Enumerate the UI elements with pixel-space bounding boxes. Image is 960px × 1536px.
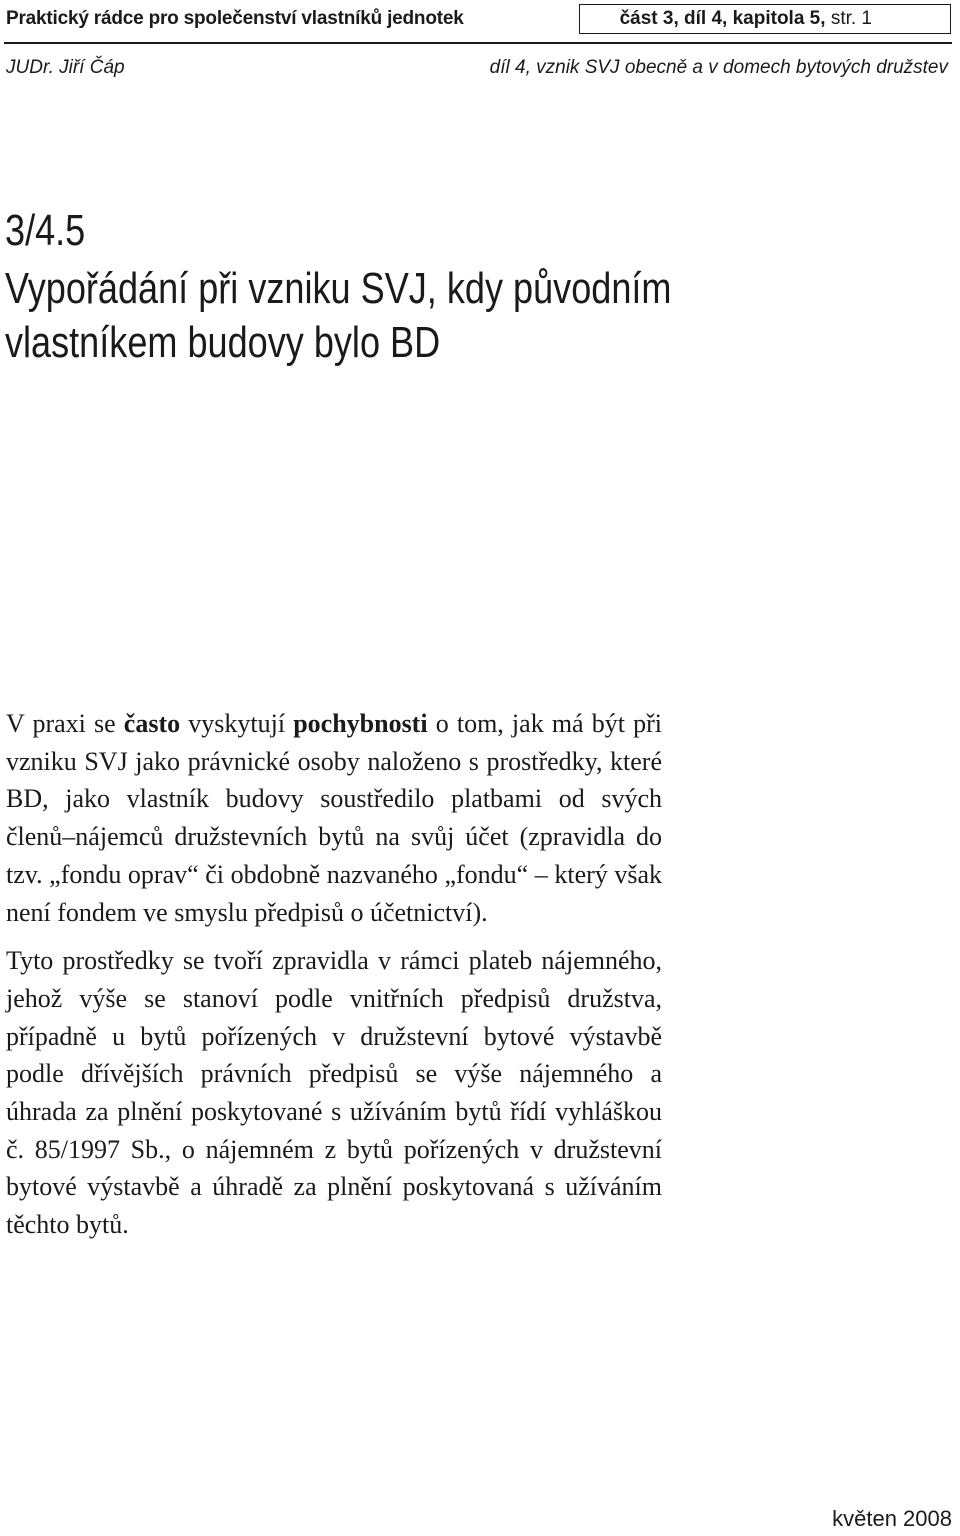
body-paragraph-1-part-a: V praxi se	[6, 709, 124, 738]
chapter-number: 3/4.5	[5, 206, 86, 255]
body-emphasis-pochybnosti: pochybnosti	[293, 709, 428, 738]
body-paragraph-2: Tyto prostředky se tvoří zpravidla v rámci plateb nájemného, jehož výše se stanoví podle vnitřních předpisů družstva, případně u bytů pořízených v družstevní bytové výstavbě podle dřívějších právních předpisů se výše nájemného a úhrada za plnění poskytované s užíváním bytů řídí vyhláškou č. 85/1997 Sb., o nájemném z bytů pořízených v družstevní bytové výstavbě a úhradě za plnění poskytovaná s užíváním těchto bytů.	[6, 946, 662, 1240]
header-reference	[620, 8, 872, 30]
body-text	[6, 705, 662, 1244]
header-rule	[4, 42, 952, 44]
chapter-title	[5, 262, 671, 370]
header-page-number: str. 1	[830, 8, 872, 29]
author-name: JUDr. Jiří Čáp	[6, 57, 125, 78]
header-reference-label: část 3, díl 4, kapitola 5,	[619, 8, 826, 29]
body-emphasis-casto: často	[123, 709, 181, 738]
body-paragraph-1-part-c: o tom, jak má být při vzniku SVJ jako právnické osoby naloženo s prostředky, které BD, jako vlastník budovy soustředilo platbami od svých členů–nájemců družstevních bytů na svůj účet (zpravidla do tzv. „fondu oprav“ či obdobně nazvaného „fondu“ – který však není fondem ve smyslu předpisů o účetnictví).	[6, 709, 662, 927]
body-paragraph-1-part-b: vyskytují	[180, 709, 294, 738]
footer-date: květen 2008	[832, 1506, 952, 1531]
body-paragraph-1	[6, 705, 662, 931]
chapter-title-line-2: vlastníkem budovy bylo BD	[5, 318, 441, 367]
section-subtitle: díl 4, vznik SVJ obecně a v domech bytových družstev	[489, 57, 948, 78]
chapter-title-line-1: Vypořádání při vzniku SVJ, kdy původním	[5, 264, 672, 313]
header-title: Praktický rádce pro společenství vlastníků jednotek	[6, 8, 464, 29]
